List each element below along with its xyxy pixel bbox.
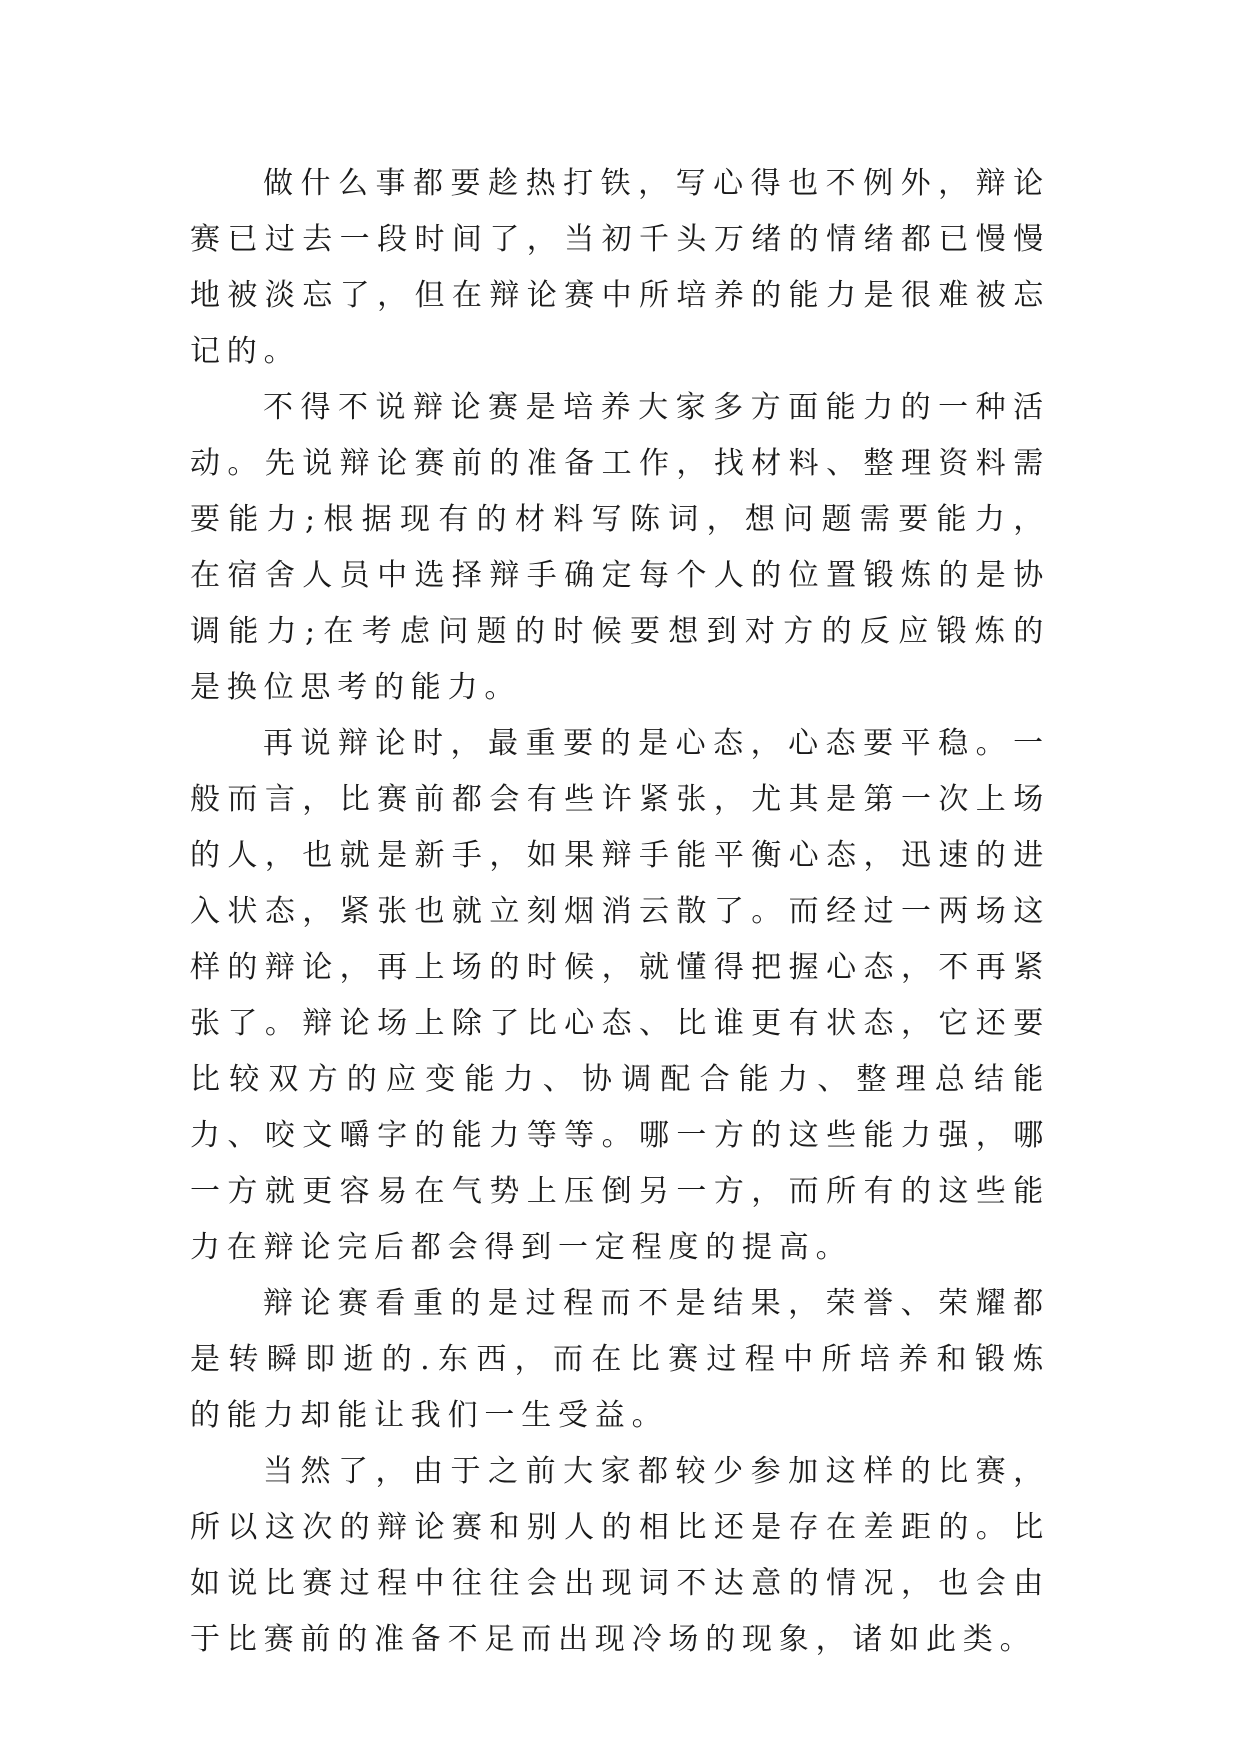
document-body	[190, 156, 1050, 1668]
paragraph-4: 辩论赛看重的是过程而不是结果，荣誉、荣耀都是转瞬即逝的.东西，而在比赛过程中所培养和锻炼的能力却能让我们一生受益。	[190, 1286, 1050, 1433]
paragraph-5: 当然了，由于之前大家都较少参加这样的比赛，所以这次的辩论赛和别人的相比还是存在差距的。比如说比赛过程中往往会出现词不达意的情况，也会由于比赛前的准备不足而出现冷场的现象，诸如此类。	[190, 1454, 1050, 1657]
paragraph-2: 不得不说辩论赛是培养大家多方面能力的一种活动。先说辩论赛前的准备工作，找材料、整理资料需要能力;根据现有的材料写陈词，想问题需要能力，在宿舍人员中选择辩手确定每个人的位置锻炼的是协调能力;在考虑问题的时候要想到对方的反应锻炼的是换位思考的能力。	[190, 390, 1050, 705]
paragraph-1: 做什么事都要趁热打铁，写心得也不例外，辩论赛已过去一段时间了，当初千头万绪的情绪都已慢慢地被淡忘了，但在辩论赛中所培养的能力是很难被忘记的。	[190, 166, 1050, 369]
paragraph-3: 再说辩论时，最重要的是心态，心态要平稳。一般而言，比赛前都会有些许紧张，尤其是第一次上场的人，也就是新手，如果辩手能平衡心态，迅速的进入状态，紧张也就立刻烟消云散了。而经过一两场这样的辩论，再上场的时候，就懂得把握心态，不再紧张了。辩论场上除了比心态、比谁更有状态，它还要比较双方的应变能力、协调配合能力、整理总结能力、咬文嚼字的能力等等。哪一方的这些能力强，哪一方就更容易在气势上压倒另一方，而所有的这些能力在辩论完后都会得到一定程度的提高。	[190, 726, 1050, 1265]
